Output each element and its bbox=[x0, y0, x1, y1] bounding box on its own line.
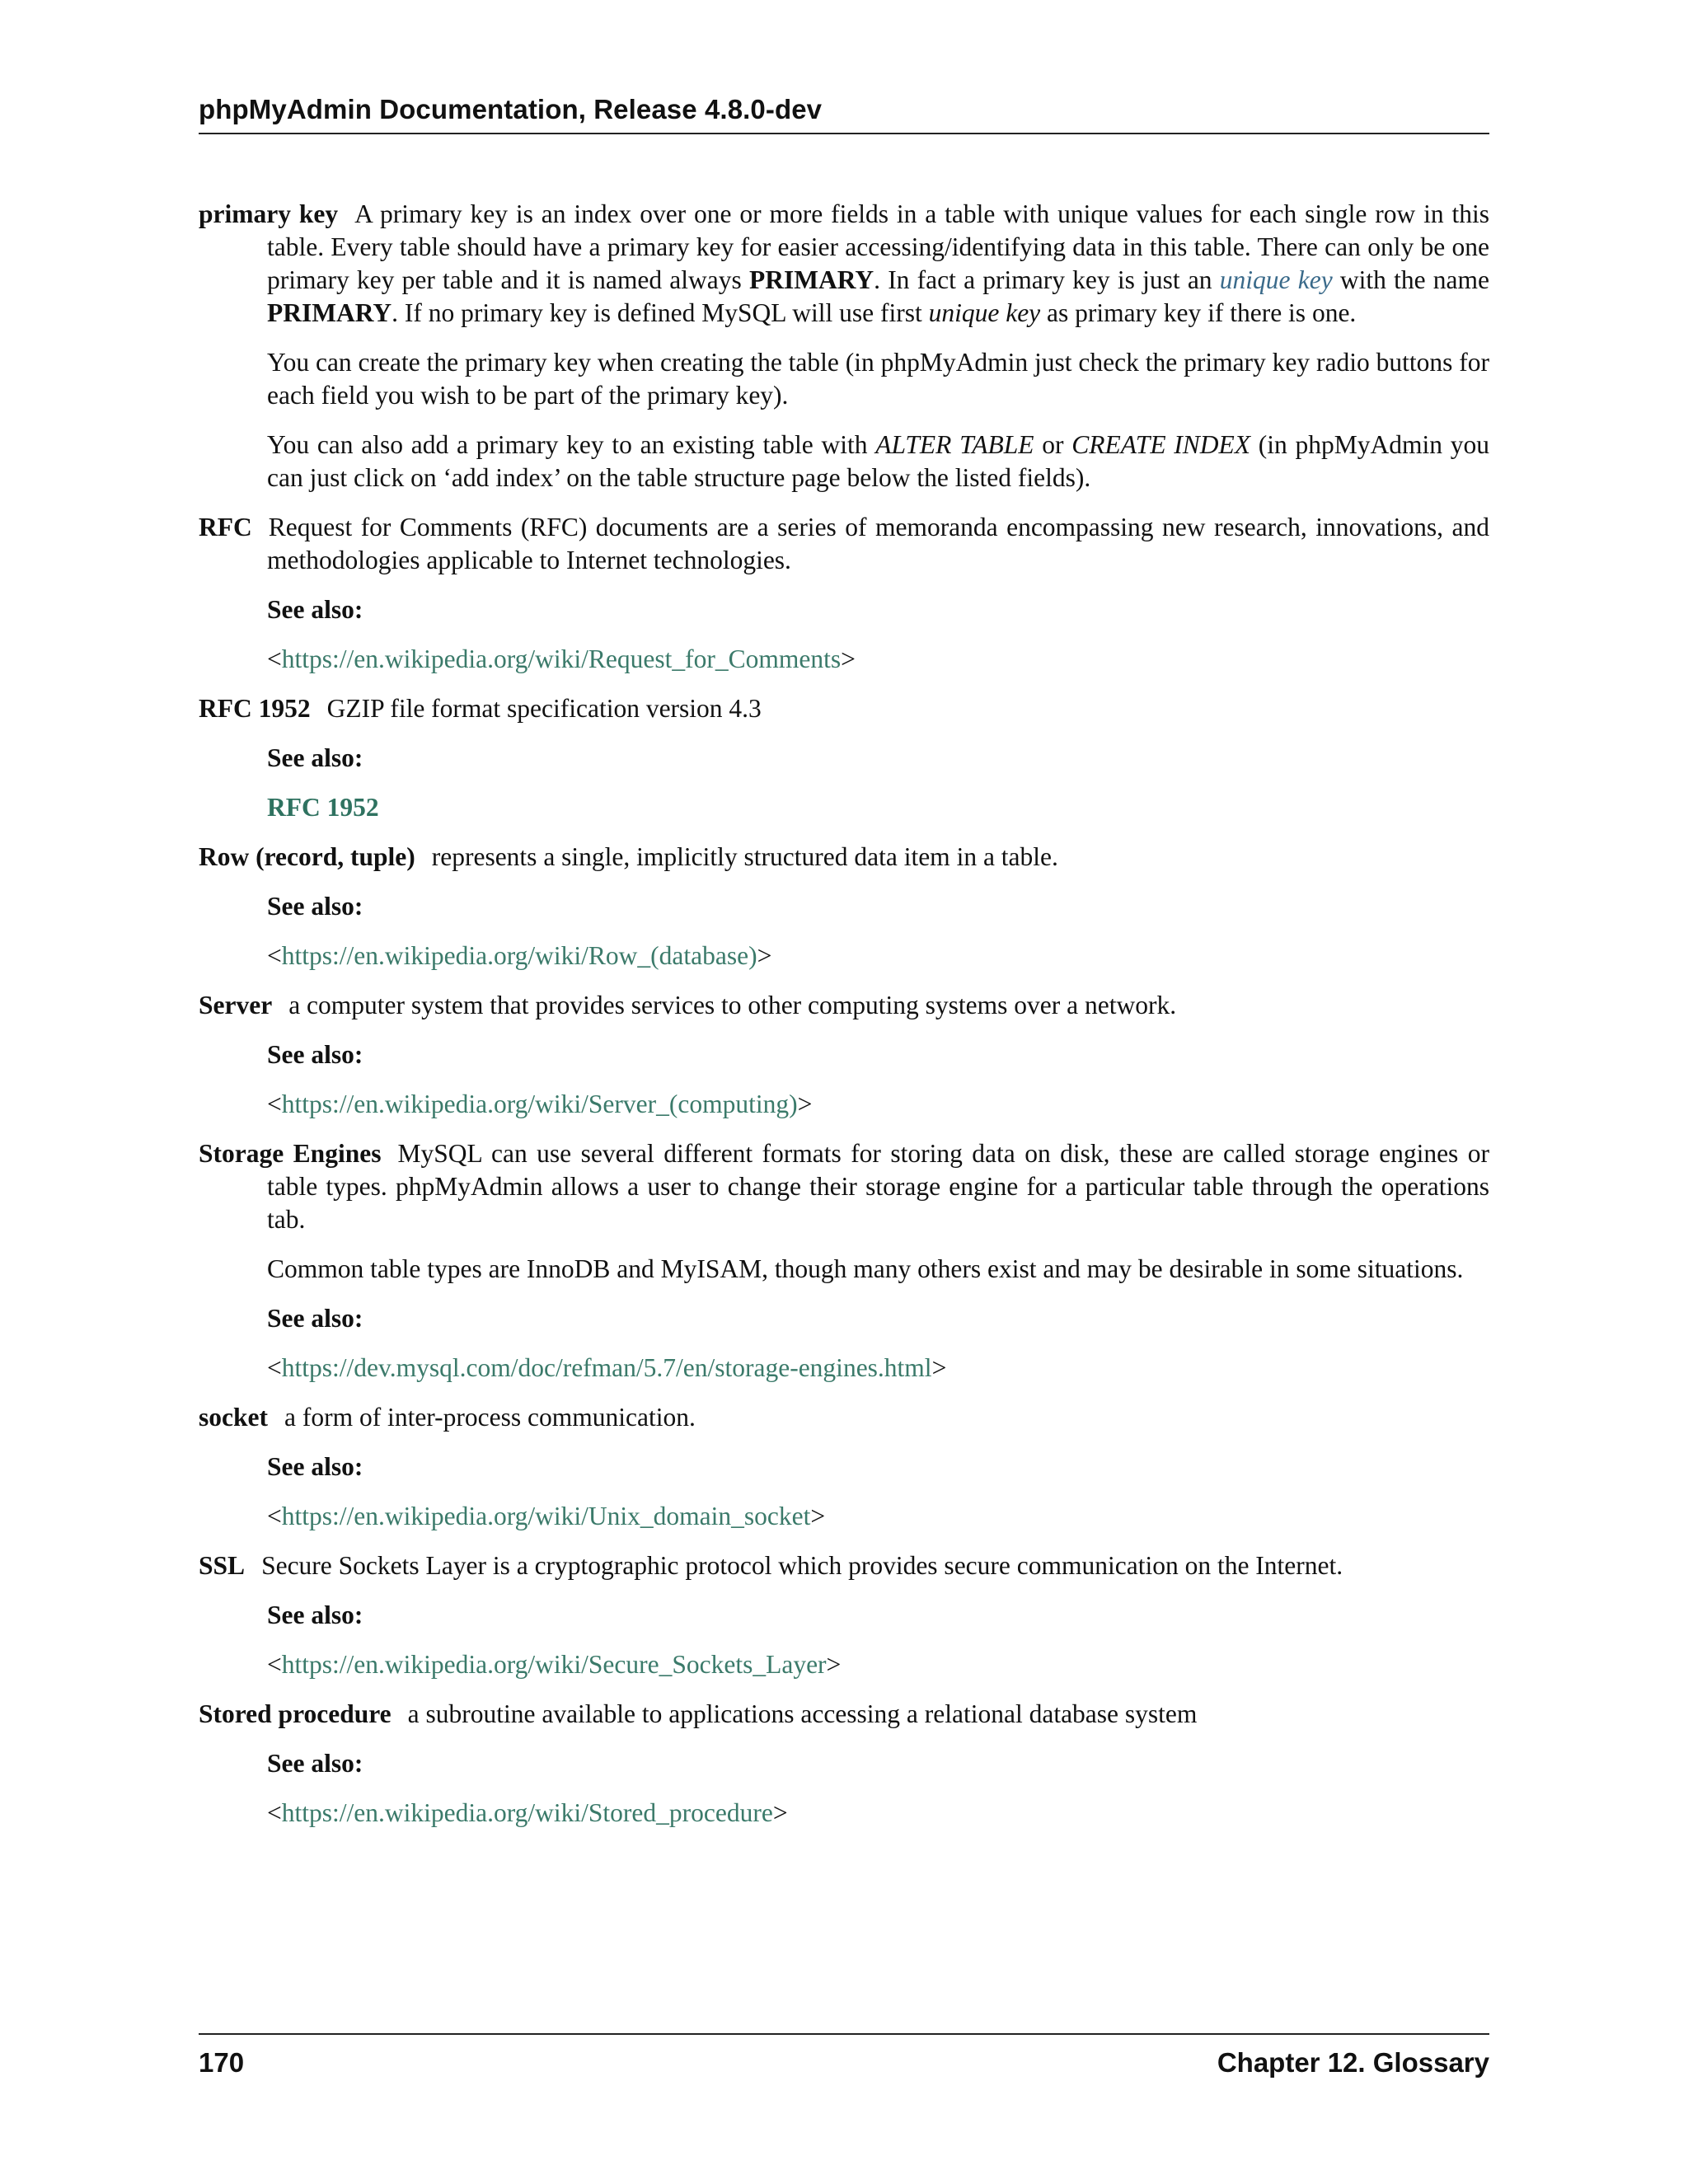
rfc-wikipedia-link[interactable]: https://en.wikipedia.org/wiki/Request_for_Comments bbox=[281, 644, 842, 673]
see-also-label: See also: bbox=[267, 1452, 363, 1481]
see-also-label: See also: bbox=[267, 1040, 363, 1069]
glossary-term: socket bbox=[199, 1403, 268, 1432]
definition: socket a form of inter-process communication. bbox=[199, 1403, 696, 1432]
definition: Storage Engines MySQL can use several different formats for storing data on disk, these are called storage engines or table types. phpMyAdmin allows a user to change their storage engine for a particular table through the operations tab. bbox=[199, 1139, 1489, 1234]
glossary-term: Stored procedure bbox=[199, 1699, 392, 1728]
glossary-term: Row (record, tuple) bbox=[199, 842, 415, 871]
see-also-target: <https://en.wikipedia.org/wiki/Server_(computing)> bbox=[267, 1090, 813, 1118]
glossary-term: RFC bbox=[199, 513, 252, 541]
see-also-target: <https://en.wikipedia.org/wiki/Secure_Sockets_Layer> bbox=[267, 1650, 842, 1679]
paragraph: You can also add a primary key to an existing table with ALTER TABLE or CREATE INDEX (in phpMyAdmin you can just click on ‘add index’ on the table structure page below the listed fields). bbox=[267, 430, 1489, 492]
see-also-label: See also: bbox=[267, 743, 363, 772]
glossary-term: Storage Engines bbox=[199, 1139, 382, 1168]
glossary-entry-rfc-1952 bbox=[199, 692, 1489, 824]
definition: SSL Secure Sockets Layer is a cryptographic protocol which provides secure communication on the Internet. bbox=[199, 1551, 1343, 1580]
glossary-entry-socket bbox=[199, 1401, 1489, 1533]
glossary-list bbox=[199, 198, 1489, 1830]
definition: Row (record, tuple) represents a single, implicitly structured data item in a table. bbox=[199, 842, 1058, 871]
see-also-label: See also: bbox=[267, 595, 363, 624]
see-also-target: <https://en.wikipedia.org/wiki/Row_(database)> bbox=[267, 941, 772, 970]
glossary-entry-row bbox=[199, 841, 1489, 972]
page-footer bbox=[199, 2033, 1489, 2084]
glossary-entry-ssl bbox=[199, 1549, 1489, 1681]
document-title: phpMyAdmin Documentation, Release 4.8.0-dev bbox=[199, 94, 823, 124]
see-also-label: See also: bbox=[267, 1601, 363, 1629]
definition: Stored procedure a subroutine available to applications accessing a relational database system bbox=[199, 1699, 1198, 1728]
ssl-wikipedia-link[interactable]: https://en.wikipedia.org/wiki/Secure_Sockets_Layer bbox=[281, 1650, 827, 1679]
glossary-entry-server bbox=[199, 989, 1489, 1121]
server-wikipedia-link[interactable]: https://en.wikipedia.org/wiki/Server_(computing) bbox=[281, 1090, 798, 1118]
paragraph: You can create the primary key when creating the table (in phpMyAdmin just check the primary key radio buttons for each field you wish to be part of the primary key). bbox=[267, 348, 1489, 410]
mysql-storage-engines-link[interactable]: https://dev.mysql.com/doc/refman/5.7/en/storage-engines.html bbox=[281, 1353, 932, 1382]
glossary-term: SSL bbox=[199, 1551, 246, 1580]
glossary-term: RFC 1952 bbox=[199, 694, 311, 723]
definition: Server a computer system that provides services to other computing systems over a network. bbox=[199, 991, 1177, 1019]
definition: RFC 1952 GZIP file format specification version 4.3 bbox=[199, 694, 762, 723]
glossary-entry-storage-engines bbox=[199, 1137, 1489, 1385]
chapter-title: Chapter 12. Glossary bbox=[1217, 2047, 1489, 2078]
glossary-entry-rfc bbox=[199, 511, 1489, 676]
definition: RFC Request for Comments (RFC) documents are a series of memoranda encompassing new research, innovations, and methodologies applicable to Internet technologies. bbox=[199, 513, 1489, 574]
see-also-target: <https://en.wikipedia.org/wiki/Request_for_Comments> bbox=[267, 644, 856, 673]
see-also-target: <https://en.wikipedia.org/wiki/Unix_domain_socket> bbox=[267, 1502, 826, 1530]
see-also-label: See also: bbox=[267, 1749, 363, 1778]
glossary-entry-stored-procedure bbox=[199, 1698, 1489, 1830]
glossary-entry-primary-key bbox=[199, 198, 1489, 494]
see-also-target: <https://dev.mysql.com/doc/refman/5.7/en/storage-engines.html> bbox=[267, 1353, 947, 1382]
glossary-content bbox=[199, 198, 1489, 1846]
unique-key-link[interactable]: unique key bbox=[1219, 265, 1333, 294]
socket-wikipedia-link[interactable]: https://en.wikipedia.org/wiki/Unix_domain_socket bbox=[281, 1502, 811, 1530]
rfc-1952-link[interactable]: RFC 1952 bbox=[267, 793, 379, 822]
paragraph: Common table types are InnoDB and MyISAM, though many others exist and may be desirable in some situations. bbox=[267, 1254, 1464, 1283]
see-also-target bbox=[267, 791, 1489, 824]
stored-procedure-wikipedia-link[interactable]: https://en.wikipedia.org/wiki/Stored_procedure bbox=[281, 1798, 773, 1827]
glossary-term: primary key bbox=[199, 199, 339, 228]
definition: primary key A primary key is an index over one or more fields in a table with unique values for each single row in this table. Every table should have a primary key for easier accessing/identifying data in this table. There can only be one primary key per table and it is named always PRIMARY. In fact a primary key is just an unique key with the name PRIMARY. If no primary key is defined MySQL will use first unique key as primary key if there is one. bbox=[199, 199, 1490, 327]
see-also-label: See also: bbox=[267, 892, 363, 921]
glossary-term: Server bbox=[199, 991, 273, 1019]
see-also-label: See also: bbox=[267, 1304, 363, 1333]
see-also-target: <https://en.wikipedia.org/wiki/Stored_procedure> bbox=[267, 1798, 788, 1827]
page-number: 170 bbox=[199, 2047, 245, 2078]
page-header bbox=[199, 91, 1489, 134]
row-wikipedia-link[interactable]: https://en.wikipedia.org/wiki/Row_(database) bbox=[281, 941, 757, 970]
